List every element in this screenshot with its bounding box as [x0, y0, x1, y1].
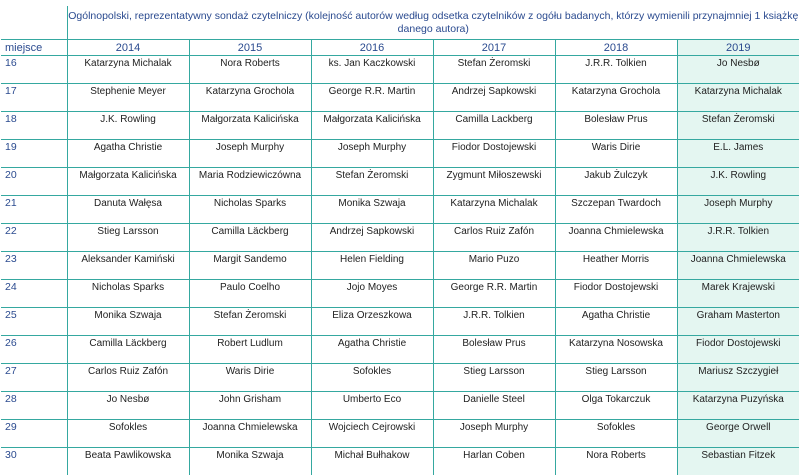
author-cell-2018: Jakub Żulczyk [555, 168, 677, 196]
rank-cell: 26 [1, 336, 67, 364]
year-header-2015: 2015 [189, 40, 311, 56]
table-row [1, 448, 799, 475]
table-row [1, 280, 799, 308]
table-row [1, 364, 799, 392]
rank-cell: 16 [1, 56, 67, 84]
author-cell-2017: Zygmunt Miłoszewski [433, 168, 555, 196]
author-cell-2017: Camilla Lackberg [433, 112, 555, 140]
rank-cell: 27 [1, 364, 67, 392]
author-cell-2016: Andrzej Sapkowski [311, 224, 433, 252]
author-cell-2014: Aleksander Kamiński [67, 252, 189, 280]
author-cell-2018: J.R.R. Tolkien [555, 56, 677, 84]
author-cell-2019: George Orwell [677, 420, 799, 448]
table-body [1, 56, 799, 475]
place-column-header: miejsce [1, 40, 67, 56]
author-cell-2014: Agatha Christie [67, 140, 189, 168]
author-cell-2019: J.K. Rowling [677, 168, 799, 196]
author-cell-2016: Jojo Moyes [311, 280, 433, 308]
author-cell-2018: Bolesław Prus [555, 112, 677, 140]
author-cell-2016: ks. Jan Kaczkowski [311, 56, 433, 84]
author-cell-2017: J.R.R. Tolkien [433, 308, 555, 336]
author-cell-2015: Monika Szwaja [189, 448, 311, 475]
author-cell-2014: Małgorzata Kalicińska [67, 168, 189, 196]
author-cell-2019: Sebastian Fitzek [677, 448, 799, 475]
author-cell-2019: E.L. James [677, 140, 799, 168]
table-caption: Ogólnopolski, reprezentatywny sondaż czytelniczy (kolejność autorów według odsetka czytelników z ogółu badanych, którzy wymienili przynajmniej 1 książkę danego autora) [67, 6, 799, 40]
rank-cell: 22 [1, 224, 67, 252]
author-cell-2017: Stieg Larsson [433, 364, 555, 392]
author-cell-2018: Katarzyna Nosowska [555, 336, 677, 364]
rank-cell: 28 [1, 392, 67, 420]
author-cell-2017: Joseph Murphy [433, 420, 555, 448]
author-cell-2018: Szczepan Twardoch [555, 196, 677, 224]
author-cell-2017: Mario Puzo [433, 252, 555, 280]
author-cell-2017: Stefan Żeromski [433, 56, 555, 84]
author-cell-2016: Umberto Eco [311, 392, 433, 420]
author-cell-2017: Harlan Coben [433, 448, 555, 475]
author-cell-2016: Wojciech Cejrowski [311, 420, 433, 448]
author-cell-2017: Danielle Steel [433, 392, 555, 420]
caption-row [1, 6, 799, 40]
rank-cell: 17 [1, 84, 67, 112]
author-cell-2016: Joseph Murphy [311, 140, 433, 168]
table-row [1, 56, 799, 84]
author-cell-2019: Graham Masterton [677, 308, 799, 336]
author-cell-2016: Sofokles [311, 364, 433, 392]
author-cell-2019: Marek Krajewski [677, 280, 799, 308]
rank-cell: 23 [1, 252, 67, 280]
table-row [1, 392, 799, 420]
table-row [1, 168, 799, 196]
author-cell-2019: Joseph Murphy [677, 196, 799, 224]
author-cell-2014: Danuta Wałęsa [67, 196, 189, 224]
author-cell-2018: Heather Morris [555, 252, 677, 280]
author-cell-2019: Fiodor Dostojewski [677, 336, 799, 364]
author-cell-2017: Bolesław Prus [433, 336, 555, 364]
author-cell-2014: Carlos Ruiz Zafón [67, 364, 189, 392]
author-cell-2015: Nora Roberts [189, 56, 311, 84]
author-cell-2016: Monika Szwaja [311, 196, 433, 224]
rank-cell: 25 [1, 308, 67, 336]
rank-cell: 21 [1, 196, 67, 224]
author-cell-2019: Katarzyna Puzyńska [677, 392, 799, 420]
author-cell-2016: Stefan Żeromski [311, 168, 433, 196]
rank-cell: 30 [1, 448, 67, 475]
author-cell-2018: Waris Dirie [555, 140, 677, 168]
author-cell-2014: Jo Nesbø [67, 392, 189, 420]
author-cell-2017: Fiodor Dostojewski [433, 140, 555, 168]
author-cell-2018: Olga Tokarczuk [555, 392, 677, 420]
author-cell-2018: Nora Roberts [555, 448, 677, 475]
author-cell-2015: Paulo Coelho [189, 280, 311, 308]
table-row [1, 140, 799, 168]
author-cell-2016: George R.R. Martin [311, 84, 433, 112]
author-cell-2019: Stefan Żeromski [677, 112, 799, 140]
author-cell-2017: Katarzyna Michalak [433, 196, 555, 224]
author-cell-2019: Mariusz Szczygieł [677, 364, 799, 392]
author-cell-2016: Agatha Christie [311, 336, 433, 364]
author-cell-2015: Joseph Murphy [189, 140, 311, 168]
author-cell-2015: Camilla Läckberg [189, 224, 311, 252]
rank-cell: 29 [1, 420, 67, 448]
author-cell-2015: Margit Sandemo [189, 252, 311, 280]
author-cell-2018: Agatha Christie [555, 308, 677, 336]
survey-table [1, 6, 799, 475]
rank-cell: 24 [1, 280, 67, 308]
year-header-2014: 2014 [67, 40, 189, 56]
author-cell-2019: Jo Nesbø [677, 56, 799, 84]
author-cell-2017: Andrzej Sapkowski [433, 84, 555, 112]
author-cell-2014: Monika Szwaja [67, 308, 189, 336]
author-cell-2018: Katarzyna Grochola [555, 84, 677, 112]
author-cell-2015: Joanna Chmielewska [189, 420, 311, 448]
table-row [1, 420, 799, 448]
author-cell-2017: Carlos Ruiz Zafón [433, 224, 555, 252]
author-cell-2014: Stephenie Meyer [67, 84, 189, 112]
author-cell-2014: Stieg Larsson [67, 224, 189, 252]
caption-spacer [1, 6, 67, 40]
rank-cell: 20 [1, 168, 67, 196]
table-row [1, 308, 799, 336]
header-row [1, 40, 799, 56]
author-cell-2014: Beata Pawlikowska [67, 448, 189, 475]
author-cell-2014: Sofokles [67, 420, 189, 448]
year-header-2017: 2017 [433, 40, 555, 56]
author-cell-2018: Joanna Chmielewska [555, 224, 677, 252]
table-row [1, 252, 799, 280]
table-row [1, 112, 799, 140]
author-cell-2015: Małgorzata Kalicińska [189, 112, 311, 140]
author-cell-2018: Stieg Larsson [555, 364, 677, 392]
author-cell-2015: Robert Ludlum [189, 336, 311, 364]
author-cell-2015: John Grisham [189, 392, 311, 420]
author-cell-2019: Joanna Chmielewska [677, 252, 799, 280]
author-cell-2014: Camilla Läckberg [67, 336, 189, 364]
table-row [1, 84, 799, 112]
year-header-2018: 2018 [555, 40, 677, 56]
author-cell-2015: Waris Dirie [189, 364, 311, 392]
author-cell-2019: Katarzyna Michalak [677, 84, 799, 112]
table-row [1, 224, 799, 252]
author-cell-2019: J.R.R. Tolkien [677, 224, 799, 252]
author-cell-2014: Katarzyna Michalak [67, 56, 189, 84]
table-row [1, 196, 799, 224]
author-cell-2014: Nicholas Sparks [67, 280, 189, 308]
author-cell-2016: Eliza Orzeszkowa [311, 308, 433, 336]
table-row [1, 336, 799, 364]
rank-cell: 18 [1, 112, 67, 140]
rank-cell: 19 [1, 140, 67, 168]
author-cell-2018: Sofokles [555, 420, 677, 448]
author-cell-2015: Maria Rodziewiczówna [189, 168, 311, 196]
author-cell-2015: Stefan Żeromski [189, 308, 311, 336]
author-cell-2016: Małgorzata Kalicińska [311, 112, 433, 140]
author-cell-2018: Fiodor Dostojewski [555, 280, 677, 308]
author-cell-2015: Katarzyna Grochola [189, 84, 311, 112]
year-header-2019: 2019 [677, 40, 799, 56]
author-cell-2016: Michał Bułhakow [311, 448, 433, 475]
author-cell-2014: J.K. Rowling [67, 112, 189, 140]
author-cell-2015: Nicholas Sparks [189, 196, 311, 224]
year-header-2016: 2016 [311, 40, 433, 56]
author-cell-2016: Helen Fielding [311, 252, 433, 280]
author-cell-2017: George R.R. Martin [433, 280, 555, 308]
